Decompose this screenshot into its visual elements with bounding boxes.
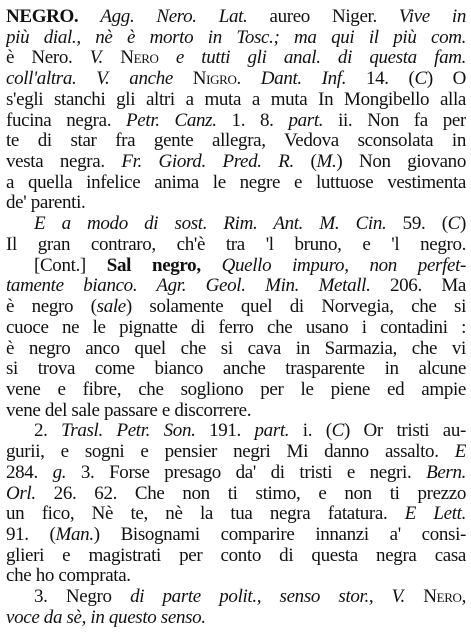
text-run: part. — [288, 109, 324, 131]
text-run: fucina negra. — [6, 109, 127, 131]
text-run: g. — [52, 461, 67, 483]
text-run: più dial., nè è morto in Tosc.; ma qui il più com. — [6, 26, 466, 48]
text-run: ) — [460, 213, 466, 235]
text-run: Sal negro, — [106, 254, 201, 276]
text-run: Nero — [120, 47, 159, 69]
text-run: ) solamente quel di Norvegia, che si — [125, 296, 466, 318]
text-run: 2. — [34, 420, 62, 442]
text-run: un fico, Nè te, nè la tua negra fatatura. — [6, 503, 405, 525]
text-line — [6, 605, 466, 630]
text-run: E a modo di sost. Rim. Ant. M. Cin. — [34, 213, 387, 235]
text-run: vene e fibre, che sogliono per le piene ed ampie — [6, 378, 466, 400]
text-run: Man. — [55, 524, 94, 545]
text-run: ii. Non fa per — [323, 109, 466, 131]
text-run: è negro anco quel che si cava in Sarmazia, che vi — [6, 337, 466, 359]
text-run: Nero — [423, 586, 462, 608]
text-run: te di star fra gente allegra, Vedova sconsolata in — [6, 130, 466, 152]
text-run: Petr. Canz. — [126, 109, 217, 131]
text-run: ( — [293, 151, 317, 173]
text-run: , — [461, 586, 466, 608]
text-run: C — [447, 213, 460, 235]
text-run: 91. ( — [6, 524, 56, 545]
text-run: 59. ( — [386, 213, 448, 235]
text-run: i. ( — [289, 420, 332, 442]
text-run: ) Or tristi au- — [344, 420, 466, 442]
text-run: che ho comprata. — [6, 565, 131, 587]
text-run: Vive in — [398, 6, 466, 27]
text-run: E — [454, 441, 466, 463]
text-run: ) Bisognami comparire innanzi a' consi- — [93, 524, 466, 545]
text-run: ) O — [426, 68, 466, 90]
text-run: 191. — [195, 420, 255, 442]
text-run: . — [236, 68, 261, 90]
text-run: è Nero. — [6, 47, 90, 69]
text-run: Il gran contraro, ch'è tra 'l bruno, e 'l negro. — [6, 233, 466, 255]
text-run: tamente bianco. Agr. Geol. Min. Metall. — [6, 275, 371, 297]
text-run: de' parenti. — [6, 192, 86, 214]
text-run: C — [331, 420, 344, 442]
text-run: voce da sè, in questo senso. — [6, 606, 206, 628]
text-run: 26. 62. Che non ti stimo, e non ti prezzo — [35, 482, 466, 504]
text-run: 1. 8. — [216, 109, 289, 131]
text-run: Orl. — [6, 482, 36, 504]
text-run: [Cont.] — [34, 254, 107, 276]
text-run: cuoce ne le pignatte di ferro che usano i contadini : — [6, 316, 466, 338]
text-run: 3. Forse presago da' di tristi e negri. — [66, 461, 427, 483]
text-run: gurii, e sogni e pensier negri Mi danno assalto. — [6, 441, 455, 463]
text-run: si trova come bianco anche trasparente in alcune — [6, 358, 466, 380]
text-run: 3. Negro — [34, 586, 131, 608]
text-run: Quello impuro, non perfet- — [221, 254, 466, 276]
text-run: Trasl. Petr. Son. — [61, 420, 196, 442]
text-run: 206. Ma — [370, 275, 466, 297]
text-run: ) Non giovano — [336, 151, 466, 173]
text-run: glieri e magistrati per conto di questa negra casa — [6, 544, 466, 566]
text-run: sale — [96, 296, 126, 318]
text-run: Fr. Giord. Pred. R. — [121, 151, 294, 173]
text-run: V. — [89, 47, 103, 69]
text-run: vene del sale passare e discorrere. — [6, 399, 252, 421]
text-run: Bern. — [426, 461, 466, 483]
text-run: Agg. Nero. Lat. — [100, 6, 248, 27]
text-run: s'egli stanchi gli altri a muta a muta In Mongibello alla — [6, 88, 466, 110]
text-run: 14. ( — [346, 68, 415, 90]
text-run: e tutti gli anal. di questa fam. — [175, 47, 466, 69]
text-run: E Lett. — [404, 503, 466, 525]
text-run: vesta negra. — [6, 151, 122, 173]
text-run: di parte polit., senso stor., V. — [130, 586, 405, 608]
text-run: M. — [316, 151, 337, 173]
text-run: part. — [254, 420, 290, 442]
text-run: coll'altra. V. anche — [6, 68, 173, 90]
text-run: aureo Niger. — [247, 6, 399, 27]
text-run: C — [414, 68, 427, 90]
text-run: 284. — [6, 461, 53, 483]
text-run: Dant. Inf. — [260, 68, 347, 90]
text-run: è negro ( — [6, 296, 97, 318]
text-run: NEGRO. — [6, 6, 79, 27]
text-run: Nigro — [192, 68, 237, 90]
text-run: a quella infelice anima le negre e luttuose vestimenta — [6, 171, 466, 193]
